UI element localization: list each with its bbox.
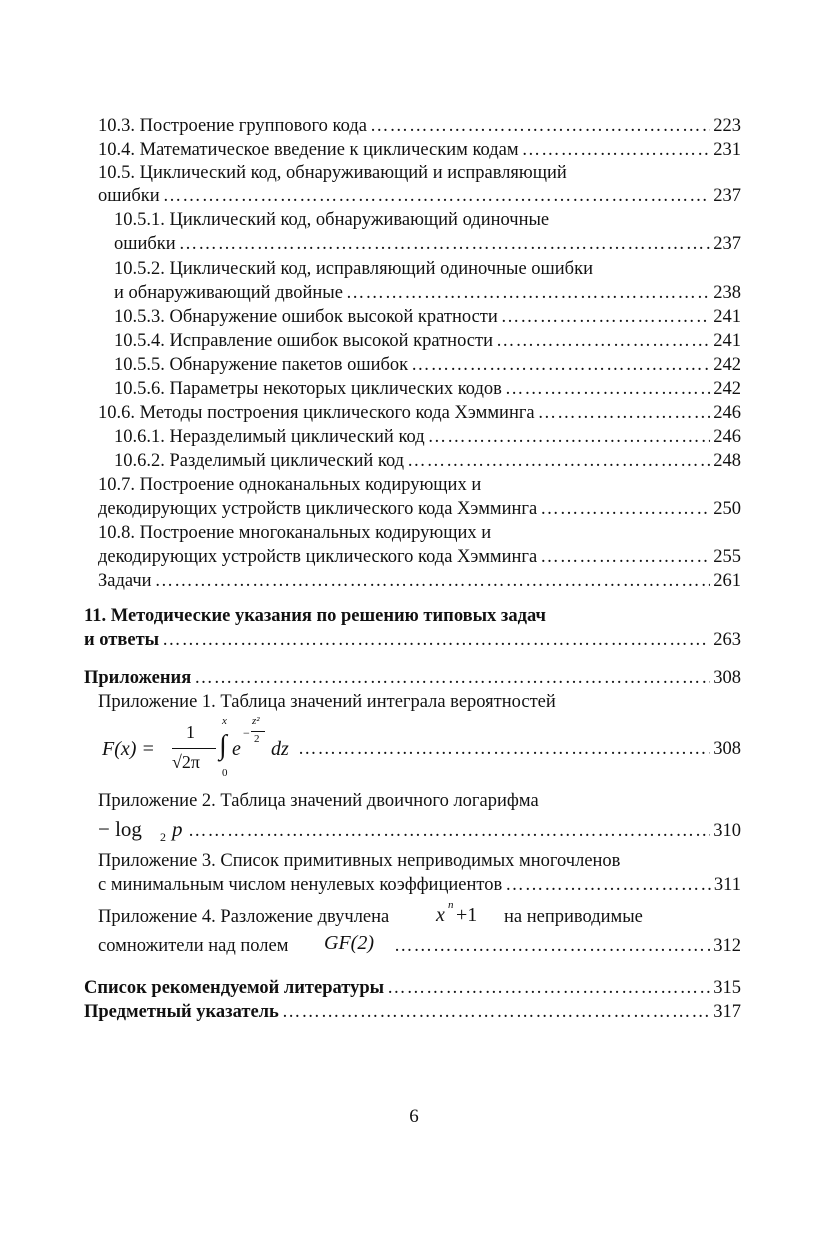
toc-page: 246	[713, 427, 741, 447]
toc-entry[interactable]	[98, 570, 741, 592]
toc-title: 10.4. Математическое введение к циклическим кодам	[98, 140, 519, 160]
integral-lower-limit: 0	[222, 767, 228, 779]
toc-page: 246	[713, 403, 741, 423]
toc-title: Список рекомендуемой литературы	[84, 978, 385, 998]
toc-title: 10.5.3. Обнаружение ошибок высокой кратности	[114, 307, 498, 327]
toc-title: Предметный указатель	[84, 1002, 279, 1022]
toc-entry[interactable]	[98, 185, 741, 207]
toc-title: и ответы	[84, 630, 160, 650]
toc-page: 231	[713, 140, 741, 160]
exp-denominator: 2	[254, 733, 260, 745]
toc-page: 255	[713, 547, 741, 567]
toc-entry[interactable]	[114, 233, 741, 255]
toc-title: 10.5.6. Параметры некоторых циклических кодов	[114, 379, 502, 399]
exp-sign: −	[243, 726, 250, 740]
toc-entry[interactable]	[98, 546, 741, 568]
toc-title: 10.5.4. Исправление ошибок высокой кратности	[114, 331, 493, 351]
toc-page: 317	[713, 1002, 741, 1022]
toc-page: 261	[713, 571, 741, 591]
toc-title: Задачи	[98, 571, 152, 591]
toc-title: 10.6.1. Неразделимый циклический код	[114, 427, 425, 447]
toc-entry[interactable]	[84, 1001, 741, 1023]
toc-title: 10.8. Построение многоканальных кодирующих и	[98, 523, 492, 543]
toc-page: 250	[713, 499, 741, 519]
integral-sign: ∫	[219, 730, 227, 761]
toc-page: 308	[713, 739, 741, 759]
toc-title: 10.6.2. Разделимый циклический код	[114, 451, 405, 471]
toc-page: 311	[713, 875, 741, 895]
formula-dz: dz	[271, 738, 289, 760]
toc-title: 10.3. Построение группового кода	[98, 116, 367, 136]
toc-title: 10.5. Циклический код, обнаруживающий и исправляющий	[98, 163, 567, 183]
toc-title: декодирующих устройств циклического кода Хэмминга	[98, 547, 538, 567]
toc-page: 237	[713, 186, 741, 206]
toc-entry[interactable]	[394, 935, 741, 957]
toc-page: 315	[713, 978, 741, 998]
fraction-bar	[172, 748, 216, 749]
toc-title: на неприводимые	[504, 907, 643, 927]
toc-chapter-title: 11. Методические указания по решению типовых задач	[84, 606, 546, 626]
exp-numerator: z²	[252, 715, 260, 727]
exp-base: e	[232, 738, 241, 760]
toc-entry[interactable]	[298, 738, 741, 760]
toc-page: 263	[713, 630, 741, 650]
toc-entry[interactable]	[98, 139, 741, 161]
formula-lhs: F(x) =	[102, 738, 155, 760]
formula-numerator: 1	[186, 722, 195, 742]
toc-entry[interactable]	[114, 450, 741, 472]
toc-page: 310	[713, 821, 741, 841]
toc-title: Приложение 2. Таблица значений двоичного логарифма	[98, 791, 539, 811]
binomial-x: x	[436, 904, 445, 926]
toc-page: 242	[713, 379, 741, 399]
toc-entry[interactable]	[98, 115, 741, 137]
toc-entry[interactable]	[114, 306, 741, 328]
toc-title: сомножители над полем	[98, 936, 289, 956]
toc-title: декодирующих устройств циклического кода Хэмминга	[98, 499, 538, 519]
toc-title: Приложение 3. Список примитивных неприводимых многочленов	[98, 851, 621, 871]
toc-entry[interactable]	[84, 667, 741, 689]
log-argument: p	[172, 817, 183, 841]
toc-page: 242	[713, 355, 741, 375]
binomial-rest: +1	[456, 904, 478, 926]
toc-page: 308	[713, 668, 741, 688]
toc-entry[interactable]	[114, 330, 741, 352]
toc-title: ошибки	[98, 186, 160, 206]
toc-page: 237	[713, 234, 741, 254]
toc-page: 248	[713, 451, 741, 471]
toc-entry[interactable]	[98, 402, 741, 424]
binomial-exponent: n	[448, 899, 454, 911]
toc-title: ошибки	[114, 234, 176, 254]
exp-fraction-bar	[251, 731, 265, 732]
toc-title: 10.6. Методы построения циклического кода Хэмминга	[98, 403, 535, 423]
toc-page: 312	[713, 936, 741, 956]
formula-denominator: √2π	[172, 752, 200, 772]
toc-entry[interactable]	[114, 354, 741, 376]
toc-title: 10.5.1. Циклический код, обнаруживающий одиночные	[114, 210, 550, 230]
toc-entry[interactable]	[98, 874, 741, 896]
toc-entry[interactable]	[114, 426, 741, 448]
toc-title: 10.7. Построение одноканальных кодирующих и	[98, 475, 482, 495]
toc-title: Приложение 4. Разложение двучлена	[98, 907, 390, 927]
toc-page: 241	[713, 307, 741, 327]
toc-page: 223	[713, 116, 741, 136]
toc-title: с минимальным числом ненулевых коэффициентов	[98, 875, 503, 895]
toc-entry[interactable]	[114, 282, 741, 304]
toc-entry[interactable]	[84, 629, 741, 651]
toc-entry[interactable]	[84, 977, 741, 999]
toc-title: Приложение 1. Таблица значений интеграла вероятностей	[98, 692, 556, 712]
toc-entry[interactable]	[114, 378, 741, 400]
toc-title: 10.5.5. Обнаружение пакетов ошибок	[114, 355, 409, 375]
log-expression: − log	[98, 817, 142, 841]
integral-upper-limit: x	[222, 715, 227, 727]
log-base: 2	[160, 830, 166, 844]
toc-title: и обнаруживающий двойные	[114, 283, 343, 303]
toc-title: 10.5.2. Циклический код, исправляющий одиночные ошибки	[114, 259, 593, 279]
toc-page: 241	[713, 331, 741, 351]
toc-entry[interactable]	[98, 498, 741, 520]
galois-field: GF(2)	[324, 932, 374, 954]
page-number: 6	[409, 1106, 419, 1127]
toc-entry[interactable]	[188, 820, 741, 842]
toc-title: Приложения	[84, 668, 192, 688]
toc-page: 238	[713, 283, 741, 303]
